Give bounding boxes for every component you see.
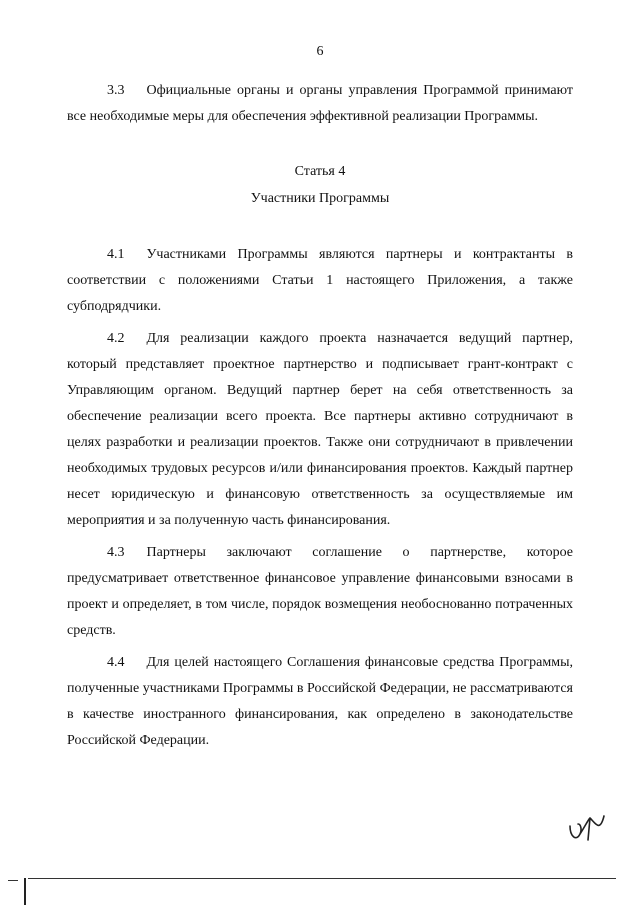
article-heading	[67, 158, 573, 212]
paragraph-number: 3.3	[107, 83, 125, 98]
paragraph-number: 4.1	[107, 247, 125, 262]
margin-edge	[24, 878, 26, 905]
paragraph-4-3	[67, 540, 573, 644]
paragraph-number: 4.3	[107, 545, 125, 560]
paragraph-3-3	[67, 78, 573, 130]
paragraph-text: Участниками Программы являются партнеры и контрактанты в соответствии с положениями Статьи 1 настоящего Приложения, а также субподрядчики.	[67, 247, 573, 314]
document-body	[67, 78, 573, 754]
paragraph-4-4	[67, 650, 573, 754]
paragraph-text: Официальные органы и органы управления Программой принимают все необходимые меры для обеспечения эффективной реализации Программы.	[67, 83, 573, 124]
paragraph-4-2	[67, 326, 573, 534]
margin-mark	[8, 880, 18, 881]
article-subtitle: Участники Программы	[250, 191, 390, 206]
paragraph-number: 4.2	[107, 331, 125, 346]
paragraph-4-1	[67, 242, 573, 320]
paragraph-text: Для реализации каждого проекта назначается ведущий партнер, который представляет проектное партнерство и подписывает грант-контракт с Управляющим органом. Ведущий партнер берет на себя ответственность за обеспечение реализации всего проекта. Все партнеры активно сотрудничают в целях разработки и реализации проектов. Также они сотрудничают в привлечении необходимых трудовых ресурсов и/или финансирования проектов. Каждый партнер несет юридическую и финансовую ответственность за осуществляемые им мероприятия и за полученную часть финансирования.	[67, 331, 573, 528]
article-title: Статья 4	[294, 164, 346, 179]
handwritten-initials	[566, 812, 612, 846]
paragraph-text: Для целей настоящего Соглашения финансовые средства Программы, полученные участниками Программы в Российской Федерации, не рассматриваются в качестве иностранного финансирования, как определено в законодательстве Российской Федерации.	[67, 655, 573, 748]
bottom-rule	[28, 878, 616, 879]
paragraph-number: 4.4	[107, 655, 125, 670]
page-number: 6	[316, 44, 324, 59]
paragraph-text: Партнеры заключают соглашение о партнерстве, которое предусматривает ответственное финансовое управление финансовыми взносами в проект и определяет, в том числе, порядок возмещения необоснованно потраченных средств.	[67, 545, 573, 638]
